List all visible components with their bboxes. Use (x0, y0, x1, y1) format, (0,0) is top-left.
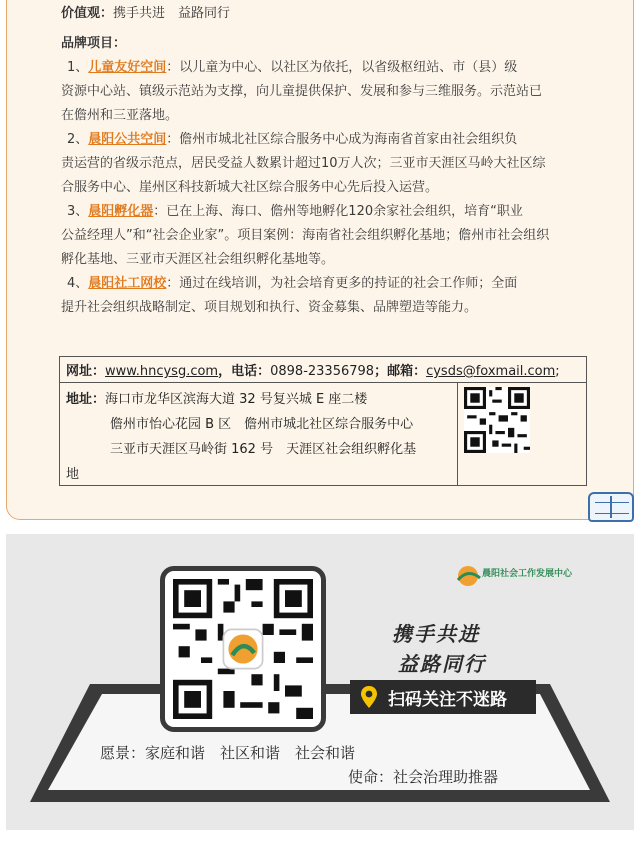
item-number: 4、 (67, 276, 89, 291)
mail-suffix: ; (555, 364, 560, 379)
slogan-line-2: 益路同行 (398, 652, 486, 676)
item-text: ：已在上海、海口、儋州等地孵化120余家社会组织，培育“职业 (153, 204, 523, 219)
slogan-line-1: 携手共进 (392, 622, 480, 646)
website-link[interactable]: www.hncysg.com (105, 364, 219, 379)
values-text: 携手共进 益路同行 (113, 6, 231, 21)
address-line: 三亚市天涯区马岭街 162 号 天涯区社会组织孵化基 (110, 442, 417, 457)
item-text: 合服务中心、崖州区科技新城大社区综合服务中心先后投入运营。 (61, 180, 439, 195)
brand-item-3 (61, 200, 606, 272)
qr-code-small (464, 387, 530, 453)
item-number: 3、 (67, 204, 89, 219)
location-pin-icon (360, 686, 378, 708)
vision-text: 愿景：家庭和谐 社区和谐 社会和谐 (100, 744, 356, 762)
item-title: 晨阳孵化器 (88, 204, 154, 219)
address-line: 海口市龙华区滨海大道 32 号复兴城 E 座二楼 (105, 392, 368, 407)
brand-item-1 (61, 56, 606, 128)
item-title: 儿童友好空间 (88, 60, 167, 75)
item-text: 公益经理人”和“社会企业家”。项目案例：海南省社会组织孵化基地；儋州市社会组织 (61, 228, 550, 243)
address-cell (60, 383, 458, 485)
phone-label: ，电话： (218, 364, 271, 379)
item-text: 提升社会组织战略制定、项目规划和执行、资金募集、品牌塑造等能力。 (61, 300, 478, 315)
phone-number: 0898-23356798 (270, 364, 375, 379)
item-text: 责运营的省级示范点，居民受益人数累计超过10万人次；三亚市天涯区马岭大社区综 (61, 156, 546, 171)
item-title: 晨阳公共空间 (88, 132, 167, 147)
qr-code-large (160, 566, 326, 732)
item-text: 孵化基地、三亚市天涯区社会组织孵化基地等。 (61, 252, 335, 267)
item-text: 在儋州和三亚落地。 (61, 108, 179, 123)
mail-label: ；邮箱： (374, 364, 427, 379)
scan-follow-banner (350, 680, 536, 714)
item-text: ：通过在线培训，为社会培育更多的持证的社会工作师；全面 (166, 276, 518, 291)
brand-item-4 (61, 272, 606, 320)
scan-text: 扫码关注不迷路 (388, 689, 507, 710)
logo-name: 晨阳社会工作发展中心 (482, 569, 573, 579)
item-title: 晨阳社工网校 (88, 276, 167, 291)
email-link[interactable]: cysds@foxmail.com (426, 364, 556, 379)
address-line: 地 (66, 467, 80, 482)
item-text: ：以儿童为中心、以社区为依托，以省级枢纽站、市（县）级 (166, 60, 518, 75)
book-icon (588, 492, 634, 522)
values-line (61, 2, 606, 26)
item-number: 1、 (67, 60, 89, 75)
item-text: 资源中心站、镇级示范站为支撑，向儿童提供保护、发展和参与三维服务。示范站已 (61, 84, 543, 99)
item-number: 2、 (67, 132, 89, 147)
card-content (61, 2, 606, 320)
address-label: 地址： (66, 392, 106, 407)
values-label: 价值观： (61, 6, 114, 21)
address-line: 儋州市怡心花园 B 区 儋州市城北社区综合服务中心 (110, 417, 414, 432)
brand-item-2 (61, 128, 606, 200)
contact-row (60, 357, 586, 383)
brand-heading: 品牌项目： (61, 36, 127, 51)
mission-text: 使命：社会治理助推器 (348, 768, 499, 786)
item-text: ：儋州市城北社区综合服务中心成为海南省首家由社会组织负 (166, 132, 518, 147)
web-label: 网址： (66, 364, 106, 379)
contact-table (59, 356, 587, 486)
